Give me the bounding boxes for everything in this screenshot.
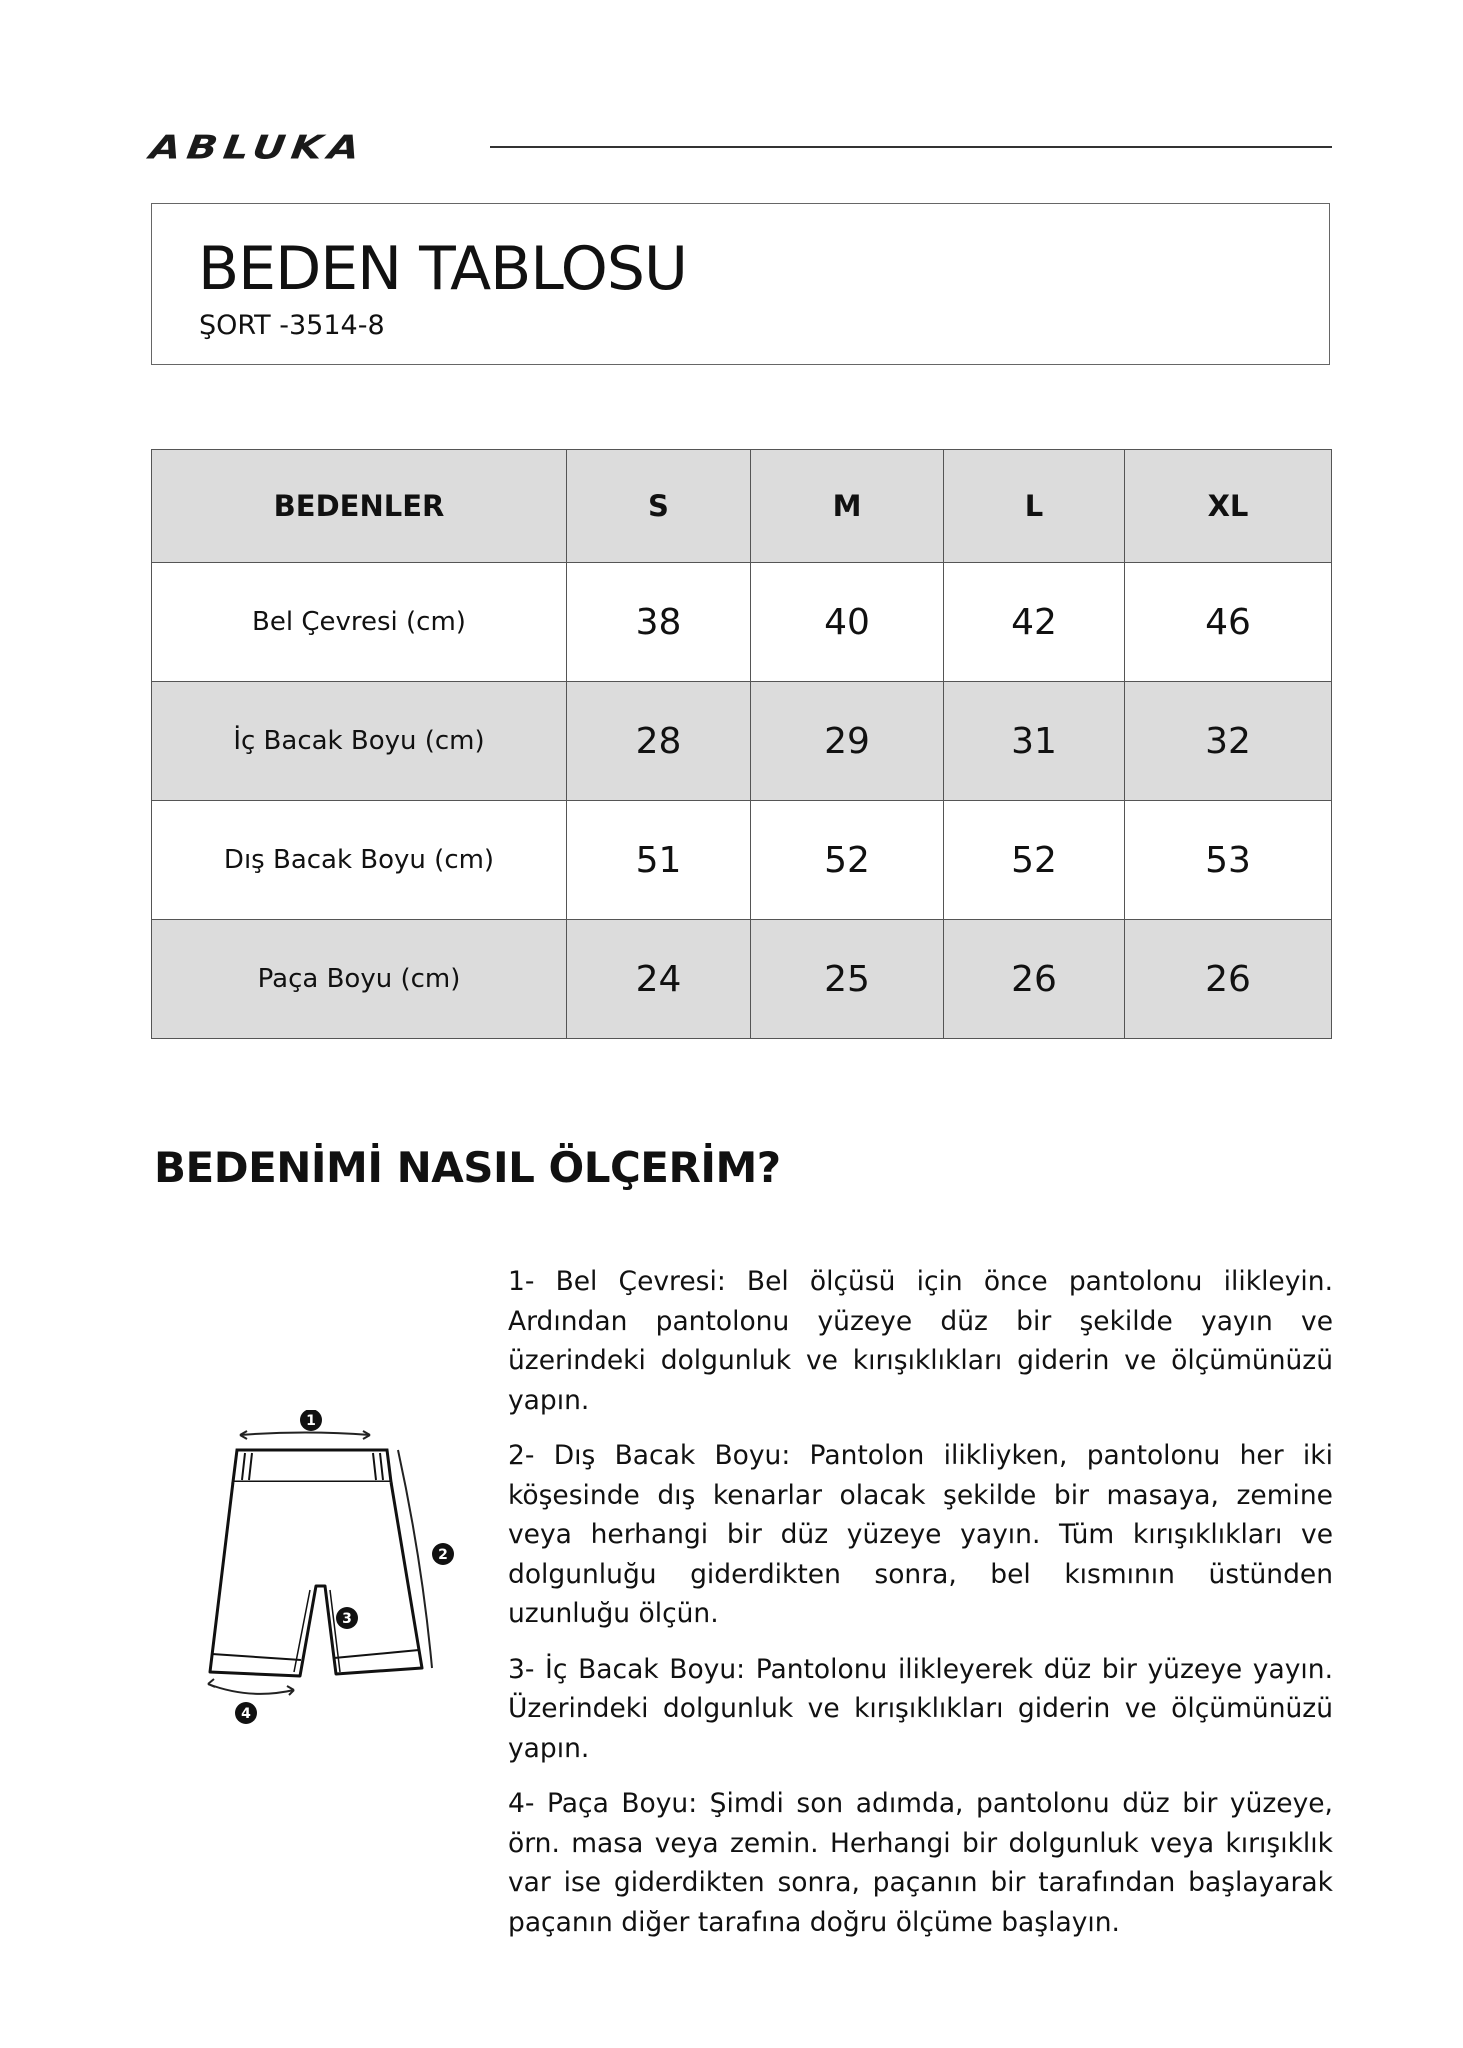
page-title: BEDEN TABLOSU [198,234,687,304]
step-waist: 1- Bel Çevresi: Bel ölçüsü için önce pantolonu ilikleyin. Ardından pantolonu yüzeye düz bir şekilde yayın ve üzerindeki dolgunluk ve kırışıklıkları giderin ve ölçümünüzü yapın. [508,1266,1333,1416]
svg-text:3: 3 [342,1611,352,1627]
size-table-header-row [152,450,1332,563]
size-header-s: S [567,450,751,563]
measure-heading: BEDENİMİ NASIL ÖLÇERİM? [154,1143,781,1192]
table-cell: 29 [751,682,944,801]
table-cell: 26 [1125,920,1332,1039]
row-label-leg-opening: Paça Boyu (cm) [152,920,567,1039]
step-inseam: 3- İç Bacak Boyu: Pantolonu ilikleyerek düz bir yüzeye yayın. Üzerindeki dolgunluk ve kırışıklıkları giderin ve ölçümünüzü yapın. [508,1653,1333,1764]
table-cell: 24 [567,920,751,1039]
brand-logo: ABLUKA [147,129,368,167]
table-cell: 31 [944,682,1125,801]
product-code: ŞORT -3514-8 [199,310,385,341]
marker-2-icon [432,1543,454,1565]
table-cell: 38 [567,563,751,682]
row-label-waist: Bel Çevresi (cm) [152,563,567,682]
table-row [152,801,1332,920]
table-row [152,563,1332,682]
size-table [151,449,1332,1039]
step-outseam: 2- Dış Bacak Boyu: Pantolon ilikliyken, pantolonu her iki köşesinde dış kenarlar olacak şekilde bir masaya, zemine veya herhangi bir düz yüzeye yayın. Tüm kırışıklıkları ve dolgunluğu giderdikten sonra, bel kısmının üstünden uzunluğu ölçün. [508,1440,1333,1629]
table-cell: 32 [1125,682,1332,801]
title-box [151,203,1330,365]
table-cell: 25 [751,920,944,1039]
size-header-label: BEDENLER [152,450,567,563]
table-cell: 51 [567,801,751,920]
marker-1-icon [300,1410,322,1431]
table-cell: 28 [567,682,751,801]
measure-steps [508,1262,1333,1958]
size-header-l: L [944,450,1125,563]
size-header-xl: XL [1125,450,1332,563]
marker-3-icon [336,1607,358,1629]
svg-text:4: 4 [241,1706,251,1722]
table-cell: 42 [944,563,1125,682]
svg-text:1: 1 [306,1413,316,1429]
size-header-m: M [751,450,944,563]
marker-4-icon [235,1702,257,1724]
step-leg-opening: 4- Paça Boyu: Şimdi son adımda, pantolonu düz bir yüzeye, örn. masa veya zemin. Herhangi bir dolgunluk veya kırışıklık var ise giderdikten sonra, paçanın bir tarafından başlayarak paçanın diğer tarafına doğru ölçüme başlayın. [508,1788,1333,1938]
row-label-inseam: İç Bacak Boyu (cm) [152,682,567,801]
table-cell: 52 [944,801,1125,920]
row-label-outseam: Dış Bacak Boyu (cm) [152,801,567,920]
table-row [152,920,1332,1039]
table-cell: 46 [1125,563,1332,682]
table-cell: 53 [1125,801,1332,920]
table-cell: 40 [751,563,944,682]
header-divider [490,146,1332,148]
svg-text:2: 2 [438,1547,448,1563]
shorts-diagram [190,1410,480,1740]
table-cell: 26 [944,920,1125,1039]
table-row [152,682,1332,801]
table-cell: 52 [751,801,944,920]
